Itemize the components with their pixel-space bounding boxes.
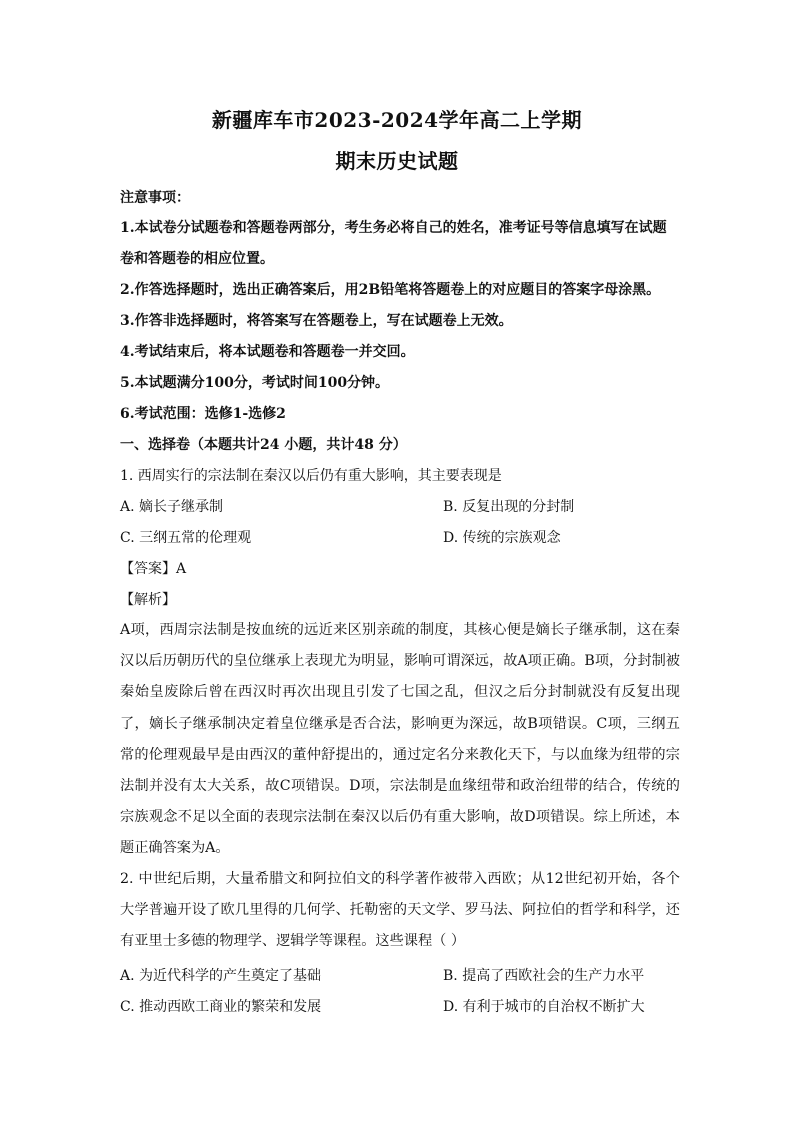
section-heading: 一、选择卷（本题共计24 小题，共计48 分） [120,437,407,453]
notice-item-6: 6.考试范围：选修1-选修2 [120,406,286,422]
notice-item-1: 1.本试卷分试题卷和答题卷两部分，考生务必将自己的姓名，准考证号等信息填写在试题 [120,220,667,236]
q1-answer: 【答案】A [120,561,187,577]
notice-item-4: 4.考试结束后，将本试题卷和答题卷一并交回。 [120,344,415,360]
q2-option-b: B. 提高了西欧社会的生产力水平 [443,968,645,984]
q2-option-c: C. 推动西欧工商业的繁荣和发展 [120,999,322,1015]
notice-item-1-cont: 卷和答题卷的相应位置。 [120,251,274,267]
q1-option-b: B. 反复出现的分封制 [443,499,575,515]
notice-heading: 注意事项： [120,190,190,206]
question-1-stem: 1. 西周实行的宗法制在秦汉以后仍有重大影响，其主要表现是 [120,468,502,484]
q2-option-d: D. 有利于城市的自治权不断扩大 [443,999,645,1015]
q1-analysis-label: 【解析】 [120,592,176,608]
q1-option-c: C. 三纲五常的伦理观 [120,530,252,546]
q1-analysis-text: A项，西周宗法制是按血统的远近来区别亲疏的制度，其核心便是嫡长子继承制，这在秦汉以后历朝历代的皇位继承上表现尤为明显，影响可谓深远，故A项正确。B项，分封制被秦始皇废除后曾在西汉时再次出现且引发了七国之乱，但汉之后分封制就没有反复出现了，嫡长子继承制决定着皇位继承是否合法，影响更为深远，故B项错误。C项，三纲五常的伦理观最早是由西汉的董仲舒提出的，通过定名分来教化天下，与以血缘为纽带的宗法制并没有太大关系，故C项错误。D项，宗法制是血缘纽带和政治纽带的结合，传统的宗族观念不足以全面的表现宗法制在秦汉以后仍有重大影响，故D项错误。综上所述，本题正确答案为A。 [120,622,680,857]
exam-subtitle: 期末历史试题 [335,149,459,173]
notice-item-3: 3.作答非选择题时，将答案写在答题卷上，写在试题卷上无效。 [120,313,513,329]
notice-item-2: 2.作答选择题时，选出正确答案后，用2B铅笔将答题卷上的对应题目的答案字母涂黑。 [120,282,661,298]
question-2-stem: 2. 中世纪后期，大量希腊文和阿拉伯文的科学著作被带入西欧；从12世纪初开始，各个大学普遍开设了欧几里得的几何学、托勒密的天文学、罗马法、阿拉伯的哲学和科学，还有亚里士多德的物理学、逻辑学等课程。这些课程（ ） [120,871,680,950]
exam-title: 新疆库车市2023-2024学年高二上学期 [211,108,583,132]
notice-item-5: 5.本试题满分100分，考试时间100分钟。 [120,375,390,391]
q1-option-d: D. 传统的宗族观念 [443,530,561,546]
q1-option-a: A. 嫡长子继承制 [120,499,224,515]
q2-option-a: A. 为近代科学的产生奠定了基础 [120,968,322,984]
